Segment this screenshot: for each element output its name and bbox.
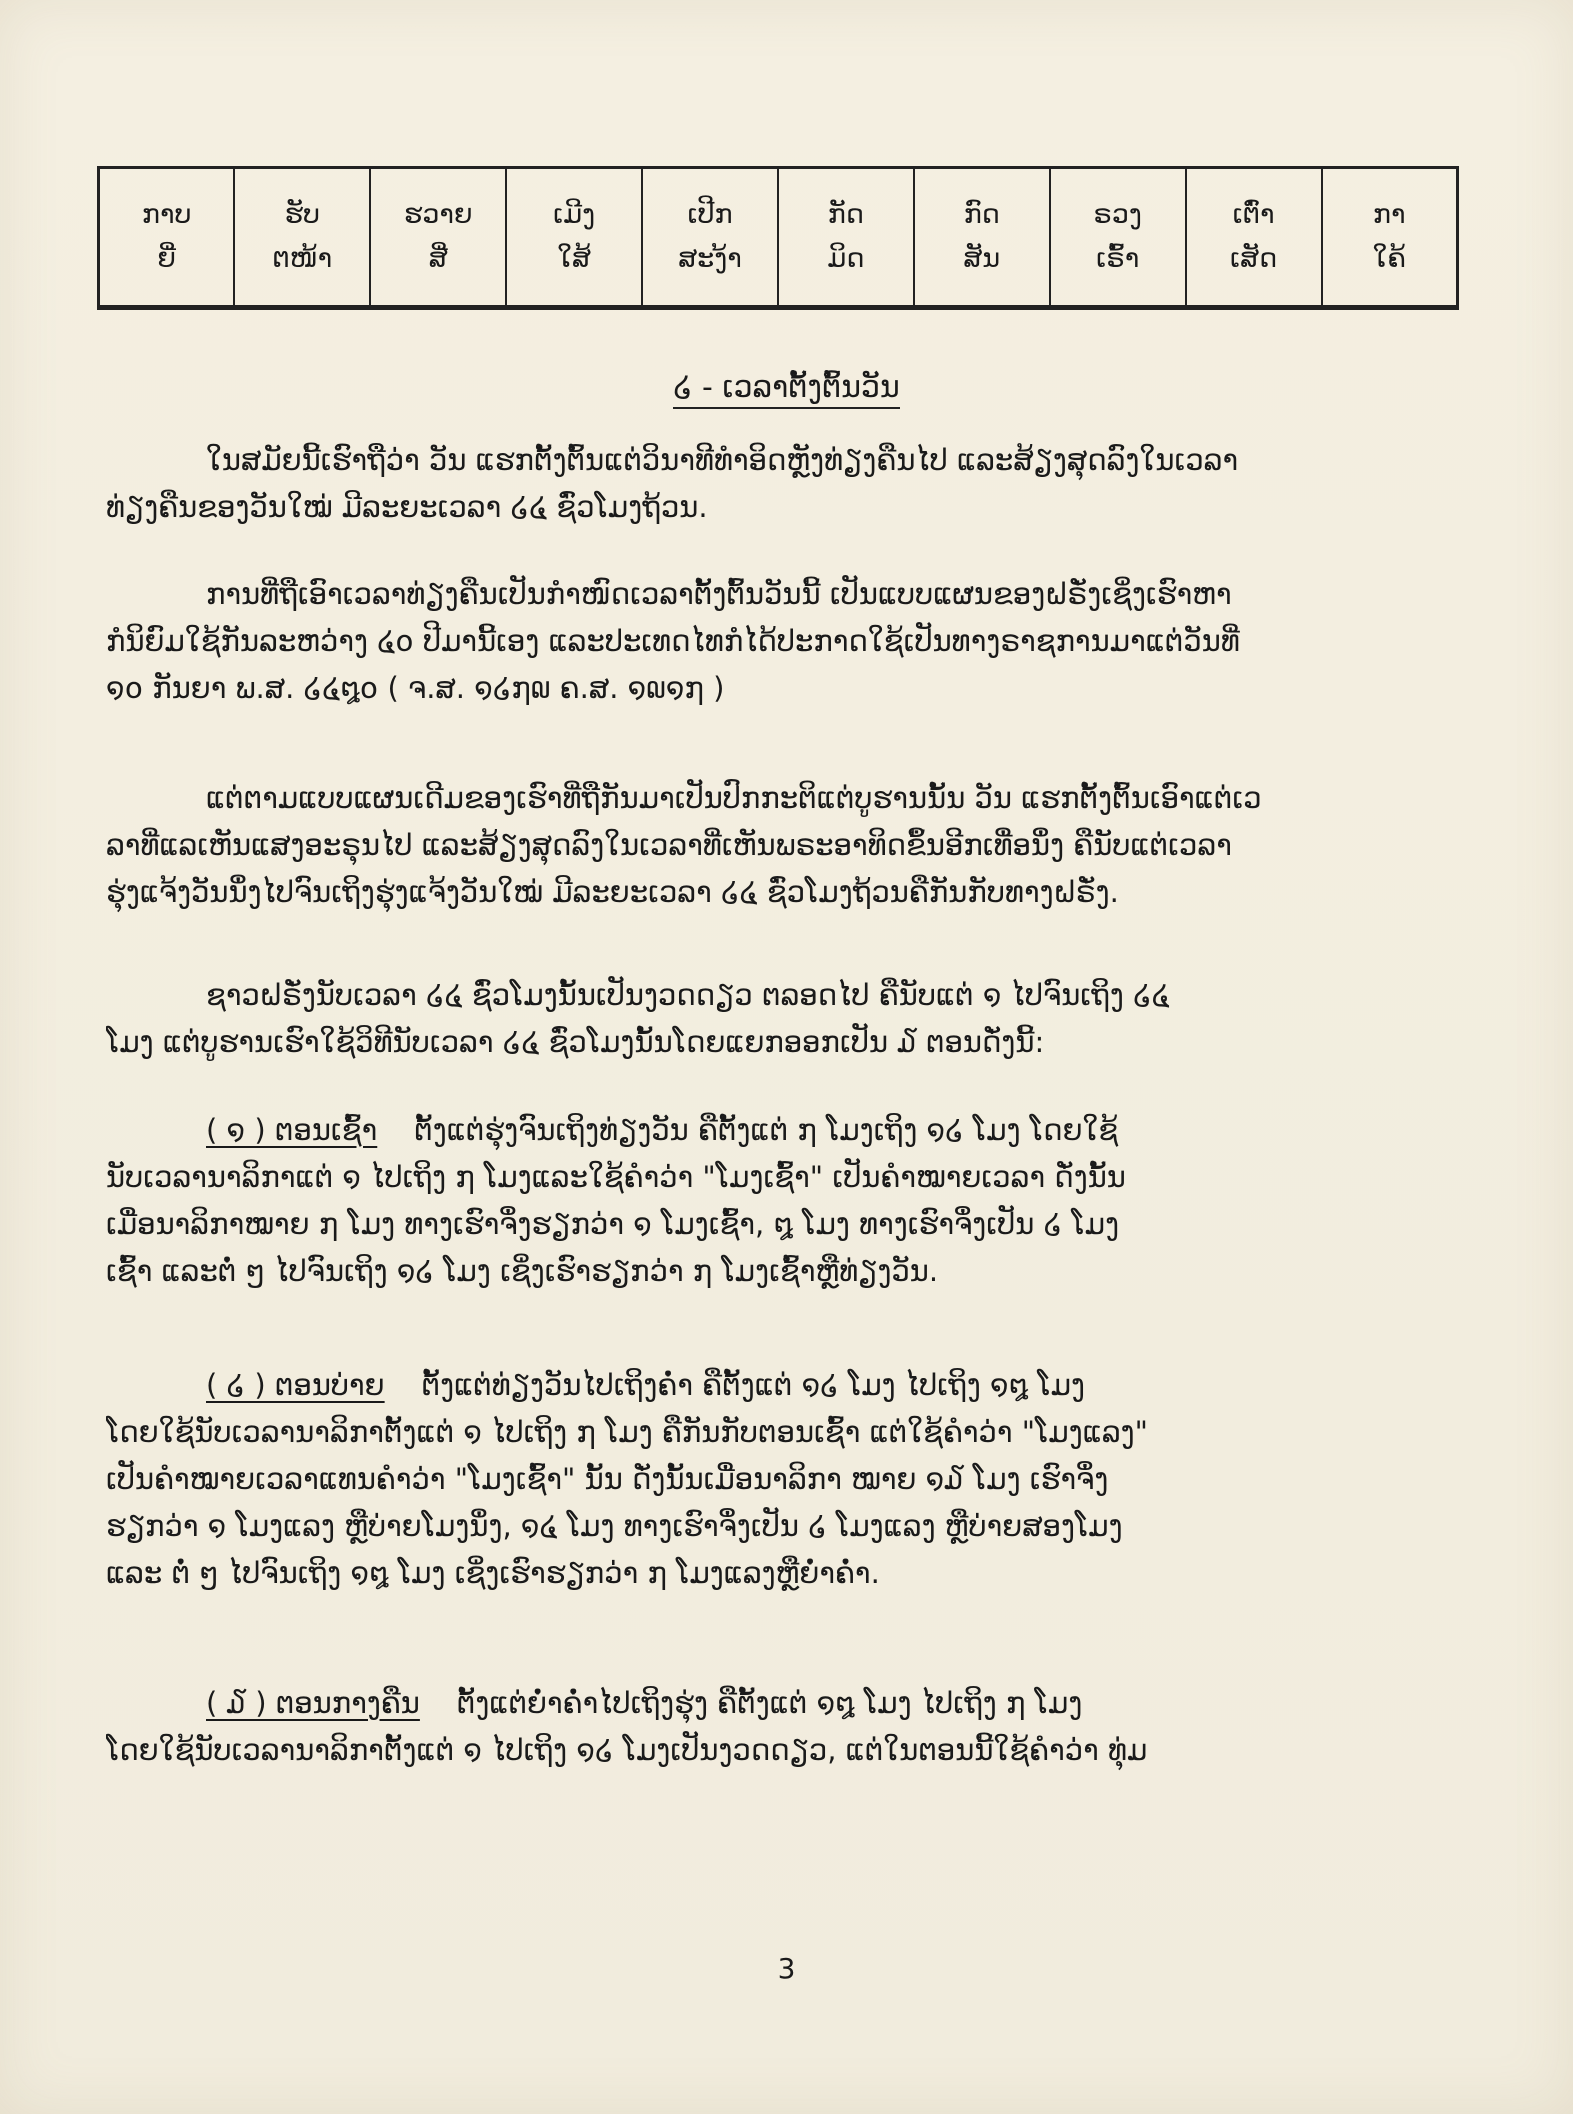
direction-cell bbox=[506, 168, 642, 308]
direction-cell bbox=[1322, 168, 1458, 308]
cell-bottom-text: ໃຄ້ bbox=[1372, 243, 1406, 274]
cell-top-text: ເຕົ່າ bbox=[1232, 199, 1275, 230]
cell-top-text: ຣວງ bbox=[1093, 199, 1142, 230]
paragraph bbox=[106, 1362, 1446, 1597]
paragraph-line: ແລະ ຕໍ່ ໆ ໄປຈົນເຖິງ ໑໘ ໂມງ ເຊິ່ງເຮົາຮຽກວ່າ ໗ ໂມງແລງຫຼືຍ່ຳຄ່ຳ. bbox=[106, 1556, 880, 1590]
page-number: 3 bbox=[777, 1952, 796, 1985]
cell-top-text: ກັດ bbox=[827, 199, 864, 230]
paragraph-line: ໂດຍໃຊ້ນັບເວລານາລິກາຕັ້ງແຕ່ ໑ ໄປເຖິງ ໑໒ ໂມງເປັນງວດດຽວ, ແຕ່ໃນຕອນນີ້ໃຊ້ຄຳວ່າ ທຸ່ມ bbox=[106, 1733, 1148, 1767]
paragraph-text: ຕັ້ງແຕ່ຍ່ຳຄ່ຳໄປເຖິງຮຸ່ງ ຄືຕັ້ງແຕ່ ໑໘ ໂມງ ໄປເຖິງ ໗ ໂມງ bbox=[456, 1686, 1083, 1720]
paragraph-line: ໂດຍໃຊ້ນັບເວລານາລິກາຕັ້ງແຕ່ ໑ ໄປເຖິງ ໗ ໂມງ ຄືກັນກັບຕອນເຊົ້າ ແຕ່ໃຊ້ຄຳວ່າ "ໂມງແລງ" bbox=[106, 1415, 1148, 1449]
paragraph bbox=[106, 972, 1446, 1066]
paragraph-line: ໃນສມັຍນີ້ເຮົາຖືວ່າ ວັນ ແຮກຕັ້ງຕົ້ນແຕ່ວິນາທີທຳອິດຫຼັງທ່ຽງຄືນໄປ ແລະສ້ຽງສຸດລົງໃນເວລາ bbox=[206, 443, 1239, 477]
section-title-text: ໒ - ເວລາຕັ້ງຕົ້ນວັນ bbox=[673, 370, 899, 409]
paragraph-line: ຊາວຝຣັ່ງນັບເວລາ ໒໔ ຊົ່ວໂມງນັ້ນເປັນງວດດຽວ ຕລອດໄປ ຄືນັບແຕ່ ໑ ໄປຈົນເຖິງ ໒໔ bbox=[206, 978, 1170, 1012]
period-label-night: ( ໓ ) ຕອນກາງຄືນ bbox=[206, 1686, 420, 1720]
paragraph-line: ການທີ່ຖືເອົາເວລາທ່ຽງຄືນເປັນກຳໜົດເວລາຕັ້ງຕົ້ນວັນນີ້ ເປັນແບບແຜນຂອງຝຣັ່ງເຊິ່ງເຮົາຫາ bbox=[206, 577, 1232, 611]
direction-cell bbox=[778, 168, 914, 308]
paragraph-line: ໑໐ ກັນຍາ ພ.ສ. ໒໔໘໐ ( ຈ.ສ. ໑໒໗໙ ຄ.ສ. ໑໙໑໗ ) bbox=[106, 671, 725, 705]
period-label-afternoon: ( ໒ ) ຕອນບ່າຍ bbox=[206, 1368, 385, 1402]
paragraph-text: ຕັ້ງແຕ່ຮຸ່ງຈົນເຖິງທ່ຽງວັນ ຄືຕັ້ງແຕ່ ໗ ໂມງເຖິງ ໑໒ ໂມງ ໂດຍໃຊ້ bbox=[414, 1113, 1119, 1147]
direction-cell bbox=[914, 168, 1050, 308]
paragraph-text: ຕັ້ງແຕ່ທ່ຽງວັນໄປເຖິງຄ່ຳ ຄືຕັ້ງແຕ່ ໑໒ ໂມງ ໄປເຖິງ ໑໘ ໂມງ bbox=[421, 1368, 1086, 1402]
direction-cell bbox=[1050, 168, 1186, 308]
cell-top-text: ກົດ bbox=[963, 199, 1000, 230]
direction-cell bbox=[234, 168, 370, 308]
paragraph-line: ເປັນຄຳໝາຍເວລາແທນຄຳວ່າ "ໂມງເຊົ້າ" ນັ້ນ ດັ່ງນັ້ນເມື່ອນາລິກາ ໝາຍ ໑໓ ໂມງ ເຮົາຈຶ່ງ bbox=[106, 1462, 1109, 1496]
paragraph bbox=[106, 775, 1446, 916]
cell-top-text: ກາບ bbox=[141, 199, 192, 230]
cell-bottom-text: ເຣົ້າ bbox=[1096, 243, 1140, 274]
cell-top-text: ຮັບ bbox=[284, 199, 320, 230]
paragraph-line: ຮຸ່ງແຈ້ງວັນນຶ່ງໄປຈົນເຖິງຮຸ່ງແຈ້ງວັນໃໝ່ ມີລະຍະເວລາ ໒໔ ຊົ່ວໂມງຖ້ວນຄືກັນກັບທາງຝຣັ່ງ. bbox=[106, 875, 1119, 909]
paragraph-line bbox=[106, 1107, 1446, 1154]
cell-top-text: ກາ bbox=[1372, 199, 1406, 230]
paragraph-line: ເຊົ້າ ແລະຕໍ່ ໆ ໄປຈົນເຖິງ ໑໒ ໂມງ ເຊິ່ງເຮົາຮຽກວ່າ ໗ ໂມງເຊົ້າຫຼືທ່ຽງວັນ. bbox=[106, 1254, 939, 1288]
paragraph-line: ລາທີ່ແລເຫັນແສງອະຣຸນໄປ ແລະສ້ຽງສຸດລົງໃນເວລາທີ່ເຫັນພຣະອາທິດຂຶ້ນອີກເທື່ອນຶ່ງ ຄືນັບແຕ່ເວລາ bbox=[106, 828, 1232, 862]
cell-top-text: ຮວາຍ bbox=[403, 199, 473, 230]
direction-cell bbox=[99, 168, 235, 308]
paragraph bbox=[106, 1680, 1446, 1774]
section-title bbox=[0, 366, 1573, 410]
paragraph-line: ເມື່ອນາລິກາໝາຍ ໗ ໂມງ ທາງເຮົາຈຶ່ງຮຽກວ່າ ໑ ໂມງເຊົ້າ, ໘ ໂມງ ທາງເຮົາຈຶ່ງເປັນ ໒ ໂມງ bbox=[106, 1207, 1120, 1241]
paragraph-line bbox=[106, 1680, 1446, 1727]
cell-bottom-text: ສະງ້າ bbox=[678, 243, 742, 274]
cell-bottom-text: ມິດ bbox=[827, 243, 865, 274]
cell-top-text: ເມີງ bbox=[553, 199, 596, 230]
period-label-morning: ( ໑ ) ຕອນເຊົ້າ bbox=[206, 1113, 378, 1147]
cell-top-text: ເປີກ bbox=[687, 199, 733, 230]
paragraph-line: ໂມງ ແຕ່ບູຮານເຮົາໃຊ້ວິທີນັບເວລາ ໒໔ ຊົ່ວໂມງນັ້ນໂດຍແຍກອອກເປັນ ໓ ຕອນດັ່ງນີ້: bbox=[106, 1025, 1045, 1059]
paragraph bbox=[106, 437, 1446, 531]
direction-table-row bbox=[99, 168, 1458, 308]
cell-bottom-text: ເສັດ bbox=[1229, 243, 1278, 274]
cell-bottom-text: ຍີ່ bbox=[157, 243, 176, 274]
direction-cell bbox=[370, 168, 506, 308]
paragraph bbox=[106, 1107, 1446, 1295]
paragraph-line: ກໍນິຍົມໃຊ້ກັນລະຫວ່າງ ໔໐ ປີມານີ້ເອງ ແລະປະເທດໄທກໍໄດ້ປະກາດໃຊ້ເປັນທາງຣາຊການມາແຕ່ວັນທີ່ bbox=[106, 624, 1240, 658]
direction-table bbox=[97, 166, 1459, 310]
cell-bottom-text: ຕໜ້າ bbox=[272, 243, 333, 274]
cell-bottom-text: ສີ່ bbox=[428, 243, 448, 274]
paragraph-line: ທ່ຽງຄືນຂອງວັນໃໝ່ ມີລະຍະເວລາ ໒໔ ຊົ່ວໂມງຖ້ວນ. bbox=[106, 490, 708, 524]
cell-bottom-text: ໃສ້ bbox=[557, 243, 591, 274]
direction-cell bbox=[1186, 168, 1322, 308]
paragraph-line: ຮຽກວ່າ ໑ ໂມງແລງ ຫຼືບ່າຍໂມງນຶ່ງ, ໑໔ ໂມງ ທາງເຮົາຈຶ່ງເປັນ ໒ ໂມງແລງ ຫຼືບ່າຍສອງໂມງ bbox=[106, 1509, 1123, 1543]
cell-bottom-text: ສັນ bbox=[963, 243, 1001, 274]
paragraph-line bbox=[106, 1362, 1446, 1409]
direction-cell bbox=[642, 168, 778, 308]
paragraph-line: ນັບເວລານາລິກາແຕ່ ໑ ໄປເຖິງ ໗ ໂມງແລະໃຊ້ຄຳວ່າ "ໂມງເຊົ້າ" ເປັນຄຳໝາຍເວລາ ດັ່ງນັ້ນ bbox=[106, 1160, 1126, 1194]
paragraph-line: ແຕ່ຕາມແບບແຜນເດີມຂອງເຮົາທີ່ຖືກັນມາເປັນປົກກະຕິແຕ່ບູຮານນັ້ນ ວັນ ແຮກຕັ້ງຕົ້ນເອົາແຕ່ເວ bbox=[206, 781, 1262, 815]
paragraph bbox=[106, 571, 1446, 712]
